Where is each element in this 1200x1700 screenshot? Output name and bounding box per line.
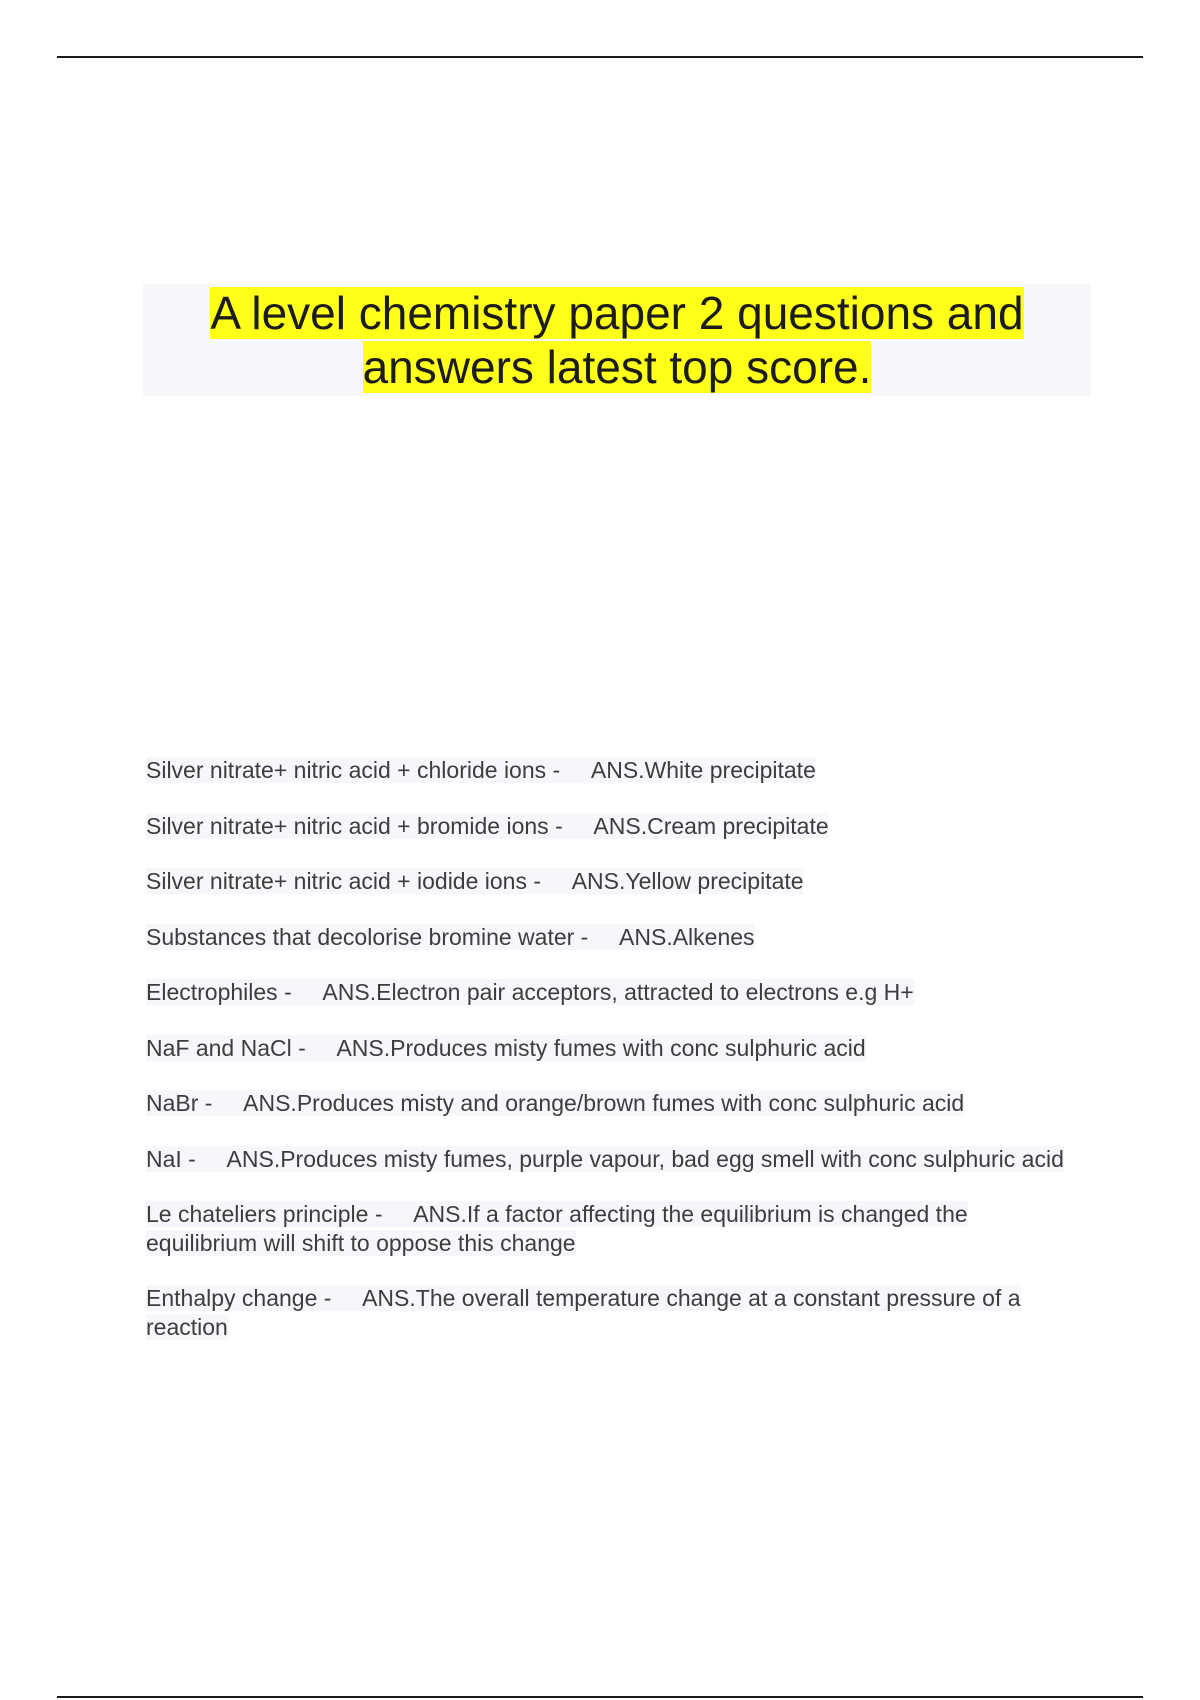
- top-rule: [57, 56, 1143, 58]
- qa-question: NaF and NaCl -: [146, 1034, 306, 1061]
- qa-answer: ANS.Cream precipitate: [593, 812, 829, 839]
- qa-answer: ANS.The overall temperature change at a constant pressure of a reaction: [146, 1285, 1021, 1340]
- qa-question: NaI -: [146, 1145, 196, 1172]
- qa-question: NaBr -: [146, 1090, 213, 1116]
- qa-list: [146, 756, 1066, 1341]
- qa-answer: ANS.If a factor affecting the equilibrium is changed the equilibrium will shift to oppose this change: [146, 1201, 968, 1256]
- title-block: [143, 284, 1091, 396]
- qa-item: [146, 1034, 1066, 1063]
- qa-question: Silver nitrate+ nitric acid + chloride ions -: [146, 757, 561, 783]
- qa-item: [146, 923, 1066, 952]
- qa-answer: ANS.Alkenes: [619, 923, 755, 950]
- qa-question: Silver nitrate+ nitric acid + iodide ions -: [146, 868, 542, 894]
- qa-answer: ANS.Produces misty fumes, purple vapour, bad egg smell with conc sulphuric acid: [226, 1145, 1064, 1172]
- page-title-text: A level chemistry paper 2 questions and answers latest top score.: [210, 287, 1024, 393]
- qa-answer: ANS.Electron pair acceptors, attracted to electrons e.g H+: [322, 979, 914, 1005]
- qa-item: [146, 1089, 1066, 1118]
- qa-item: [146, 867, 1066, 896]
- qa-item: [146, 1284, 1066, 1341]
- qa-answer: ANS.White precipitate: [590, 757, 816, 783]
- page-title: [157, 286, 1077, 394]
- qa-item: [146, 1145, 1066, 1174]
- qa-item: [146, 978, 1066, 1007]
- qa-question: Silver nitrate+ nitric acid + bromide ions -: [146, 812, 563, 839]
- qa-item: [146, 812, 1066, 841]
- qa-question: Substances that decolorise bromine water -: [146, 923, 589, 950]
- qa-question: Enthalpy change -: [146, 1285, 332, 1311]
- qa-answer: ANS.Produces misty fumes with conc sulphuric acid: [336, 1034, 866, 1061]
- qa-item: [146, 756, 1066, 785]
- qa-answer: ANS.Produces misty and orange/brown fumes with conc sulphuric acid: [243, 1090, 965, 1116]
- bottom-rule: [57, 1696, 1143, 1698]
- qa-answer: ANS.Yellow precipitate: [571, 868, 804, 894]
- qa-question: Le chateliers principle -: [146, 1201, 383, 1227]
- qa-question: Electrophiles -: [146, 979, 292, 1005]
- qa-item: [146, 1200, 1066, 1257]
